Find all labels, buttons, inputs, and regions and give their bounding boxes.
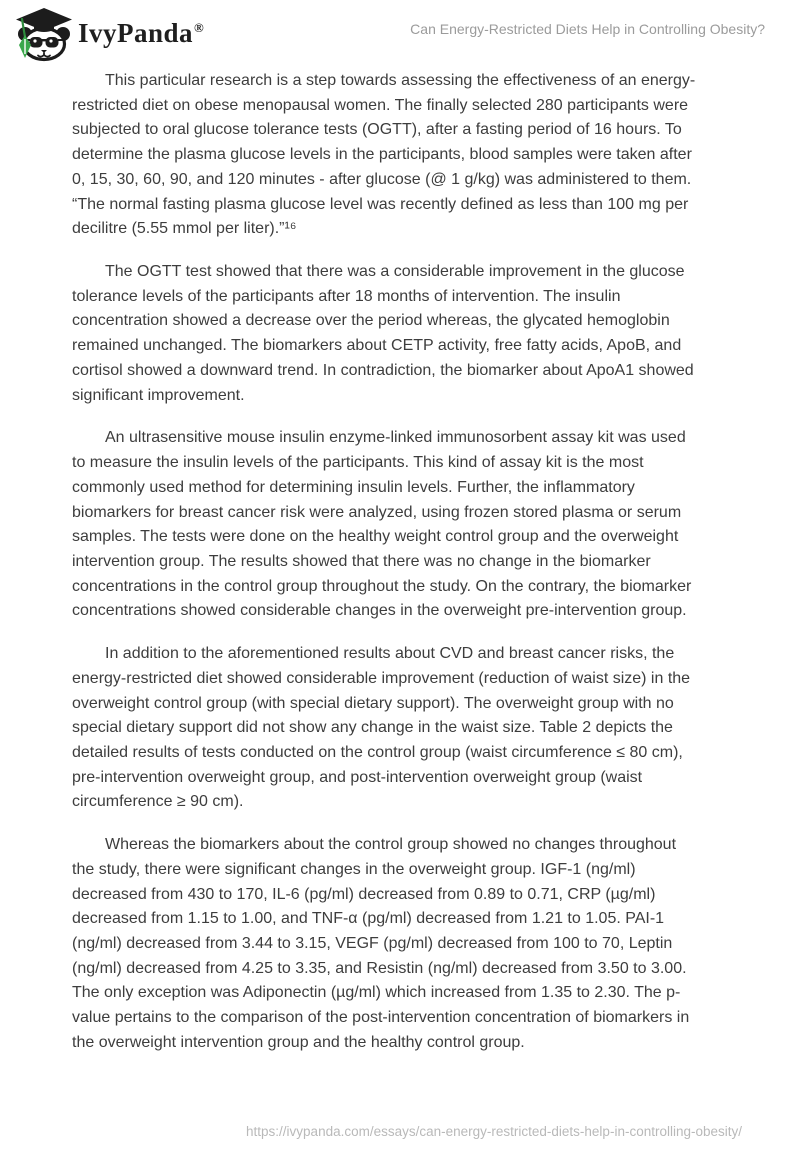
source-url-link[interactable]: https://ivypanda.com/essays/can-energy-restricted-diets-help-in-controlling-obesity/ bbox=[246, 1124, 742, 1139]
text-line: decilitre (5.55 mmol per liter).”¹⁶ bbox=[72, 220, 297, 238]
text-line: (ng/ml) decreased from 3.44 to 3.15, VEGF (pg/ml) decreased from 100 to 70, Leptin bbox=[72, 935, 673, 952]
registered-trademark: ® bbox=[194, 20, 205, 35]
text-line: to measure the insulin levels of the participants. This kind of assay kit is the most bbox=[72, 454, 644, 472]
ivypanda-logo[interactable] bbox=[12, 6, 204, 62]
panda-graduate-logo-icon bbox=[12, 6, 76, 62]
text-line: intervention group. The results showed that there was no change in the biomarker bbox=[72, 552, 651, 570]
text-line: overweight control group (with special dietary support). The overweight group with no bbox=[72, 694, 674, 712]
text-line: the study, there were significant changes in the overweight group. IGF-1 (ng/ml) bbox=[72, 860, 636, 878]
text-line: cortisol showed a downward trend. In contradiction, the biomarker about ApoA1 showed bbox=[72, 361, 694, 379]
text-line: subjected to oral glucose tolerance tests (OGTT), after a fasting period of 16 hours. To bbox=[72, 121, 682, 139]
essay-body bbox=[72, 69, 742, 1056]
text-line: the overweight intervention group and the healthy control group. bbox=[72, 1033, 525, 1051]
paragraph bbox=[72, 833, 742, 1055]
text-line: decreased from 430 to 170, IL-6 (pg/ml) decreased from 0.89 to 0.71, CRP (µg/ml) bbox=[72, 885, 656, 903]
paragraph bbox=[72, 69, 742, 242]
text-line: concentrations showed considerable changes in the overweight pre-intervention group. bbox=[72, 602, 687, 620]
paragraph bbox=[72, 260, 742, 408]
text-line: value pertains to the comparison of the post-intervention concentration of biomarkers in bbox=[72, 1009, 690, 1027]
document-header-title: Can Energy-Restricted Diets Help in Controlling Obesity? bbox=[410, 21, 765, 37]
brand-text: IvyPanda bbox=[78, 18, 194, 48]
text-line: energy-restricted diet showed considerable improvement (reduction of waist size) in the bbox=[72, 669, 691, 687]
text-line: special dietary support did not show any change in the waist size. Table 2 depicts the bbox=[72, 719, 673, 737]
text-line: (ng/ml) decreased from 4.25 to 3.35, and Resistin (ng/ml) decreased from 3.50 to 3.00. bbox=[72, 959, 687, 977]
text-line: concentration showed a decrease over the period whereas, the glycated hemoglobin bbox=[72, 312, 670, 330]
page-footer bbox=[72, 1122, 742, 1142]
text-line: In addition to the aforementioned results about CVD and breast cancer risks, the bbox=[105, 645, 675, 663]
text-line: The only exception was Adiponectin (µg/ml) which increased from 1.35 to 2.30. The p- bbox=[72, 984, 681, 1002]
text-line: commonly used method for determining insulin levels. Further, the inflammatory bbox=[72, 478, 635, 496]
text-line: pre-intervention overweight group, and post-intervention overweight group (waist bbox=[72, 768, 643, 786]
text-line: samples. The tests were done on the healthy weight control group and the overweight bbox=[72, 528, 679, 546]
text-line: 0, 15, 30, 60, 90, and 120 minutes - after glucose (@ 1 g/kg) was administered to them. bbox=[72, 170, 692, 188]
paragraph bbox=[72, 426, 742, 624]
brand-name bbox=[78, 19, 204, 49]
text-line: concentrations in the control group throughout the study. On the contrary, the biomarker bbox=[72, 577, 692, 595]
text-line: detailed results of tests conducted on the control group (waist circumference ≤ 80 cm), bbox=[72, 743, 683, 761]
text-line: restricted diet on obese menopausal women. The finally selected 280 participants were bbox=[72, 96, 689, 114]
paragraph bbox=[72, 642, 742, 815]
text-line: “The normal fasting plasma glucose level was recently defined as less than 100 mg per bbox=[72, 195, 689, 213]
text-line: Whereas the biomarkers about the control group showed no changes throughout bbox=[105, 836, 677, 854]
text-line: tolerance levels of the participants after 18 months of intervention. The insulin bbox=[72, 287, 621, 305]
text-line: decreased from 1.15 to 1.00, and TNF-α (pg/ml) decreased from 1.21 to 1.05. PAI-1 bbox=[72, 910, 665, 928]
text-line: This particular research is a step towards assessing the effectiveness of an energy- bbox=[105, 72, 696, 89]
text-line: The OGTT test showed that there was a considerable improvement in the glucose bbox=[105, 263, 685, 281]
text-line: significant improvement. bbox=[72, 386, 245, 404]
text-line: biomarkers for breast cancer risk were analyzed, using frozen stored plasma or serum bbox=[72, 503, 682, 521]
text-line: determine the plasma glucose levels in the participants, blood samples were taken after bbox=[72, 146, 692, 164]
text-line: An ultrasensitive mouse insulin enzyme-linked immunosorbent assay kit was used bbox=[105, 429, 686, 447]
text-line: circumference ≥ 90 cm). bbox=[72, 793, 244, 811]
text-line: remained unchanged. The biomarkers about CETP activity, free fatty acids, ApoB, and bbox=[72, 337, 682, 355]
